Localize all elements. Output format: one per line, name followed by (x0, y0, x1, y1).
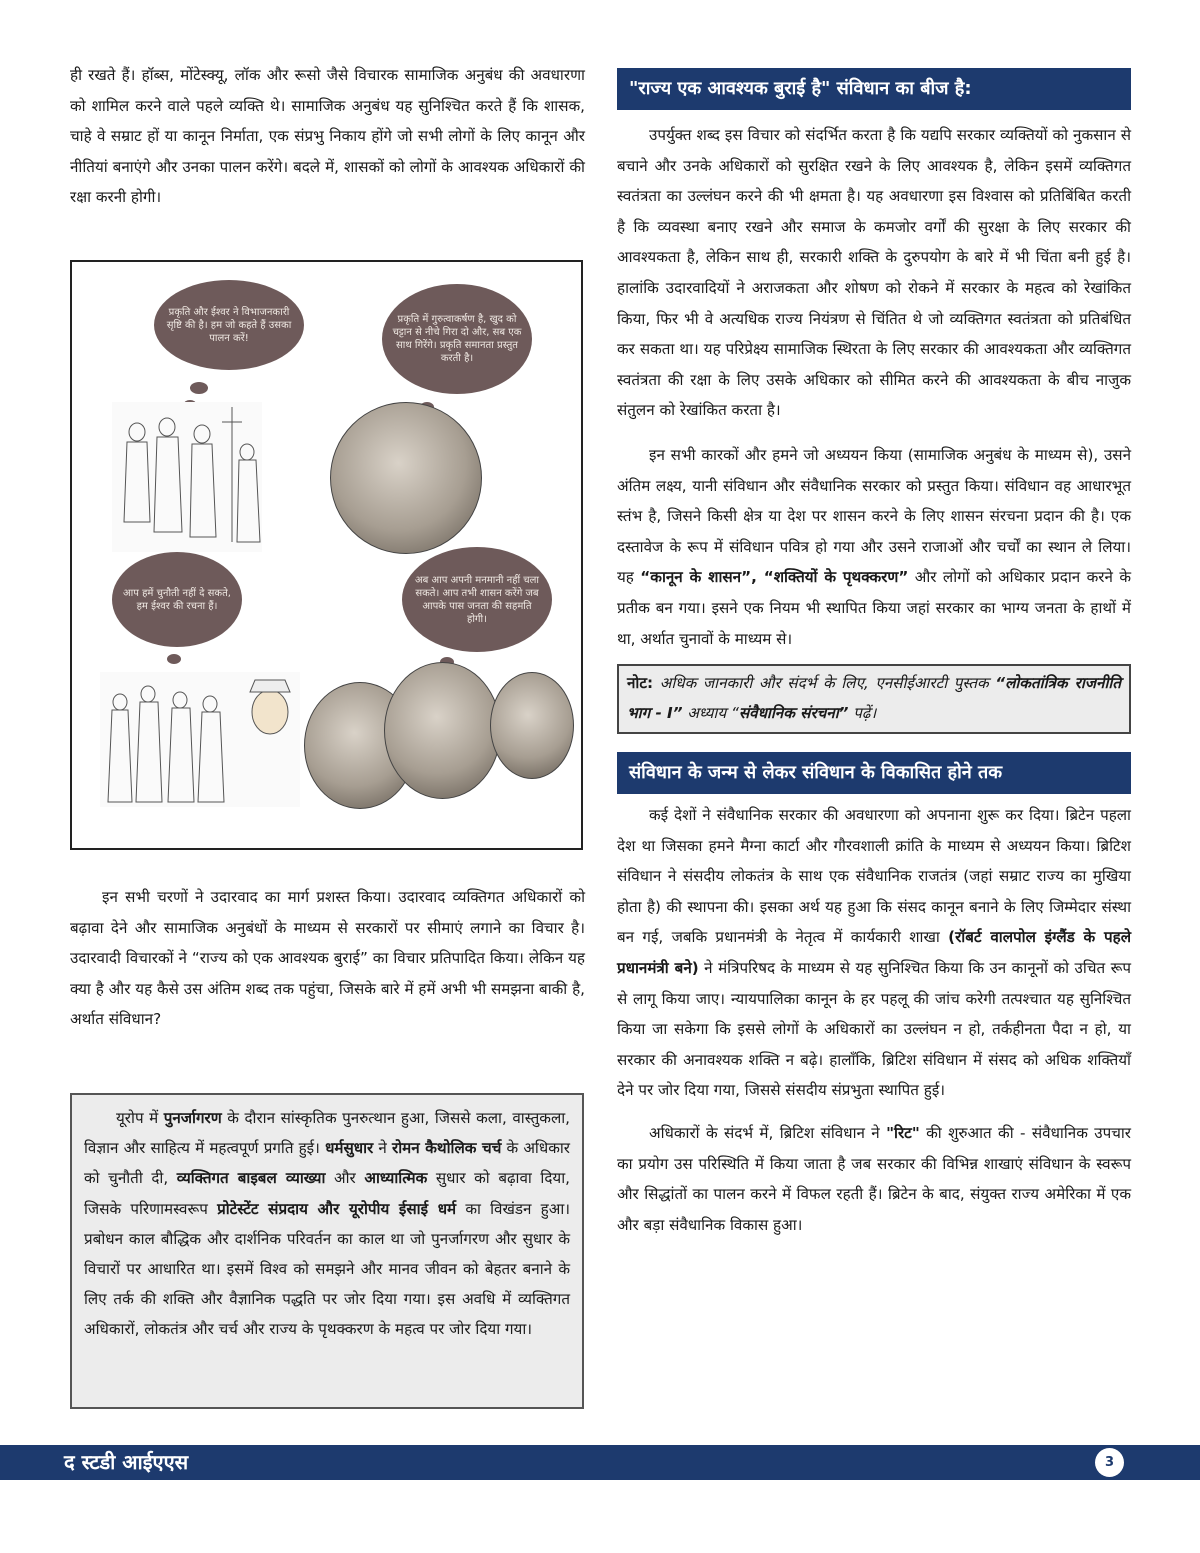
note-chapter-title: संवैधानिक संरचना” (738, 704, 849, 723)
bubble-dot (190, 382, 208, 394)
newton-portrait (330, 402, 482, 554)
para-bold: “कानून के शासन”, “शक्तियों के पृथक्करण” (640, 568, 909, 587)
section-heading-constitution-evolution: संविधान के जन्म से लेकर संविधान के विकासित होने तक (617, 752, 1131, 794)
note-label: नोट: (627, 674, 654, 693)
box-bold: रोमन कैथोलिक चर्च (391, 1139, 502, 1158)
publisher-title: द स्टडी आईएएस (64, 1450, 189, 1474)
box-bold: पुनर्जागरण (163, 1109, 222, 1127)
after-figure-paragraph: इन सभी चरणों ने उदारवाद का मार्ग प्रशस्त किया। उदारवाद व्यक्तिगत अधिकारों को बढ़ावा देने और सामाजिक अनुबंधों के माध्यम से सरकारों पर सीमाएं लगाने का विचार है। उदारवादी विचारकों ने “राज्य को एक आवश्यक बुराई” का विचार प्रतिपादित किया। लेकिन यह क्या है और यह कैसे उस अंतिम शब्द तक पहुंचा, जिसके बारे में हमें अभी भी समझना बाकी है, अर्थात संविधान? (70, 888, 585, 1029)
bubble-text-4: अब आप अपनी मनमानी नहीं चला सकते। आप तभी शासन करेंगे जब आपके पास जनता की सहमति होगी। (414, 574, 539, 625)
box-text: सुधार को बढ़ावा दिया, जिसके परिणामस्वरूप (84, 1169, 571, 1218)
box-text: और (325, 1169, 365, 1188)
thought-bubble-clergy-2 (112, 552, 242, 647)
britain-paragraph (617, 800, 1131, 1106)
para-text: की शुरुआत की - संवैधानिक उपचार का प्रयोग उस परिस्थिति में किया जाता है जब सरकार की विभिन्न शाखाएं संविधान के स्वरूप और सिद्धांतों का पालन करने में विफल रहती हैं। ब्रिटेन के बाद, संयुक्त राज्य अमेरिका में एक और बड़ा संवैधानिक विकास हुआ। (617, 1124, 1132, 1234)
bubble-text-2: प्रकृति में गुरुत्वाकर्षण है, खुद को चट्टान से नीचे गिरा दो और, सब एक साथ गिरेंगे। प्रकृति समानता प्रस्तुत करती है। (392, 314, 522, 364)
left-column-lower (70, 882, 585, 1035)
constitution-paragraph (617, 440, 1131, 654)
montesquieu-portrait (490, 672, 574, 779)
box-text: के अधिकार को चुनौती दी, (84, 1139, 571, 1188)
para-bold: "रिट" (886, 1124, 920, 1143)
page-number: 3 (1095, 1448, 1124, 1477)
box-text: के दौरान सांस्कृतिक पुनरुत्थान हुआ, जिससे कला, वास्तुकला, विज्ञान और साहित्य में महत्वपूर्ण प्रगति हुई। (84, 1109, 570, 1158)
clergy-procession-sketch-icon (100, 672, 300, 807)
clergy-sketch-icon (112, 402, 262, 552)
ncert-note-box (617, 664, 1131, 734)
section-heading-necessary-evil: "राज्य एक आवश्यक बुराई है" संविधान का बीज है: (617, 68, 1131, 110)
para-text: कई देशों ने संवैधानिक सरकार की अवधारणा को अपनाना शुरू कर दिया। ब्रिटेन पहला देश था जिसका हमने मैग्ना कार्टा और गौरवशाली क्रांति के माध्यम से अध्ययन किया। ब्रिटिश संविधान ने संसदीय लोकतंत्र के साथ एक संवैधानिक राजतंत्र (जहां सम्राट राज्य का मुखिया होता है) की स्थापना की। इसका अर्थ यह हुआ कि संसद कानून बनाने के लिए जिम्मेदार संस्था बन गई, जबकि प्रधानमंत्री के नेतृत्व में कार्यकारी शाखा (617, 806, 1131, 947)
para-text: अधिकारों के संदर्भ में, ब्रिटिश संविधान ने (649, 1124, 887, 1143)
box-bold: धर्मसुधार (325, 1139, 374, 1158)
bubble-text-3: आप हमें चुनौती नहीं दे सकते, हम ईश्वर की रचना हैं। (123, 587, 231, 612)
right-column (617, 68, 1131, 1240)
bubble-dot (167, 654, 181, 664)
info-box-paragraph (84, 1103, 570, 1345)
thought-bubble-clergy-1 (154, 280, 304, 370)
box-bold: व्यक्तिगत बाइबल व्याख्या (176, 1169, 326, 1188)
box-bold: आध्यात्मिक (364, 1169, 428, 1188)
para-bold: (रॉबर्ट वालपोल इंग्लैंड के पहले प्रधानमंत्री बने) (617, 928, 1131, 978)
renaissance-info-box (70, 1093, 584, 1409)
writ-paragraph (617, 1118, 1131, 1240)
intro-paragraph: ही रखते हैं। हॉब्स, मोंटेस्क्यू, लॉक और रूसो जैसे विचारक सामाजिक अनुबंध की अवधारणा को शामिल करने वाले पहले व्यक्ति थे। सामाजिक अनुबंध यह सुनिश्चित करते हैं कि शासक, चाहे वे सम्राट हों या कानून निर्माता, एक संप्रभु निकाय होंगे जो सभी लोगों के लिए कानून और नीतियां बनाएंगे और उनका पालन करेंगे। बदले में, शासकों को लोगों के आवश्यक अधिकारों की रक्षा करनी होगी। (70, 66, 585, 207)
left-column (70, 60, 585, 213)
box-text: यूरोप में (116, 1109, 164, 1127)
para-text: इन सभी कारकों और हमने जो अध्ययन किया (सामाजिक अनुबंध के माध्यम से), उसने अंतिम लक्ष्य, यानी संविधान और संवैधानिक सरकार को प्रस्तुत किया। संविधान वह आधारभूत स्तंभ है, जिसने किसी क्षेत्र या देश पर शासन करने के लिए शासन संरचना प्रदान की है। एक दस्तावेज के रूप में संविधान पवित्र हो गया और उसने राजाओं और चर्चों का स्थान ले लिया। यह (617, 445, 1131, 587)
note-text: पढ़ें। (848, 704, 877, 723)
necessary-evil-paragraph: उपर्युक्त शब्द इस विचार को संदर्भित करता है कि यद्यपि सरकार व्यक्तियों को नुकसान से बचाने और उनके अधिकारों को सुरक्षित रखने के लिए आवश्यक है, लेकिन इसमें व्यक्तिगत स्वतंत्रता का उल्लंघन करने की भी क्षमता है। यह अवधारणा इस विश्वास को प्रतिबिंबित करती है कि व्यवस्था बनाए रखने और समाज के कमजोर वर्गों की सुरक्षा के लिए सरकार की आवश्यकता है, लेकिन साथ ही, सरकारी शक्ति के दुरुपयोग के बारे में भी चिंता बनी हुई है। हालांकि उदारवादियों ने अराजकता और शोषण को रोकने में सरकार के महत्व को रेखांकित किया, फिर भी वे अत्यधिक राज्य नियंत्रण से चिंतित थे जो व्यक्तिगत स्वतंत्रता को प्रतिबंधित कर सकता था। यह परिप्रेक्ष्य सामाजिक स्थिरता के लिए सरकार की आवश्यकता और व्यक्तिगत स्वतंत्रता की रक्षा के लिए उसके अधिकार को सीमित करने की आवश्यकता के बीच नाजुक संतुलन को रेखांकित करता है। (617, 126, 1131, 420)
para-text: ने मंत्रिपरिषद के माध्यम से यह सुनिश्चित किया कि उन कानूनों को उचित रूप से लागू किया जाए। न्यायपालिका कानून के हर पहलू की जांच करेगी तत्पश्चात यह सुनिश्चित किया जा सकेगा कि इससे लोगों के अधिकारों का उल्लंघन न हो, तर्कहीनता पैदा न हो, या सरकार की अनावश्यक शक्ति न बढ़े। हालाँकि, ब्रिटिश संविधान में संसद को अधिक शक्तियाँ देने पर जोर दिया गया, जिससे संसदीय संप्रभुता स्थापित हुई। (617, 959, 1132, 1100)
para-text: और लोगों को अधिकार प्रदान करने के प्रतीक बन गया। इसने एक नियम भी स्थापित किया जहां सरकार का भाग्य जनता के हाथों में था, अर्थात चुनावों के माध्यम से। (617, 568, 1131, 648)
illustration-figure (70, 260, 583, 850)
note-paragraph (627, 668, 1121, 728)
note-book-title: “लोकतांत्रिक राजनीति भाग - I” (627, 674, 1122, 723)
thought-bubble-newton (382, 284, 532, 394)
note-text: अध्याय “ (682, 704, 739, 723)
locke-portrait (384, 662, 501, 799)
box-text: का विखंडन हुआ। प्रबोधन काल बौद्धिक और दार्शनिक परिवर्तन का काल था जो पुनर्जागरण और सुधार के विचारों पर आधारित था। इसमें विश्व को समझने और मानव जीवन को बेहतर बनाने के लिए तर्क की शक्ति और वैज्ञानिक पद्धति पर जोर दिया गया। इस अवधि में व्यक्तिगत अधिकारों, लोकतंत्र और चर्च और राज्य के पृथक्करण के महत्व पर जोर दिया गया। (84, 1199, 571, 1339)
box-bold: प्रोटेस्टेंट संप्रदाय और यूरोपीय ईसाई धर्म (217, 1199, 457, 1218)
box-text: ने (373, 1139, 392, 1158)
page-footer (0, 1445, 1200, 1480)
bubble-text-1: प्रकृति और ईश्वर ने विभाजनकारी सृष्टि की है। हम जो कहते हैं उसका पालन करें! (166, 306, 292, 344)
thought-bubble-philosophers (402, 547, 552, 652)
note-text: अधिक जानकारी और संदर्भ के लिए, एनसीईआरटी पुस्तक (653, 674, 996, 693)
